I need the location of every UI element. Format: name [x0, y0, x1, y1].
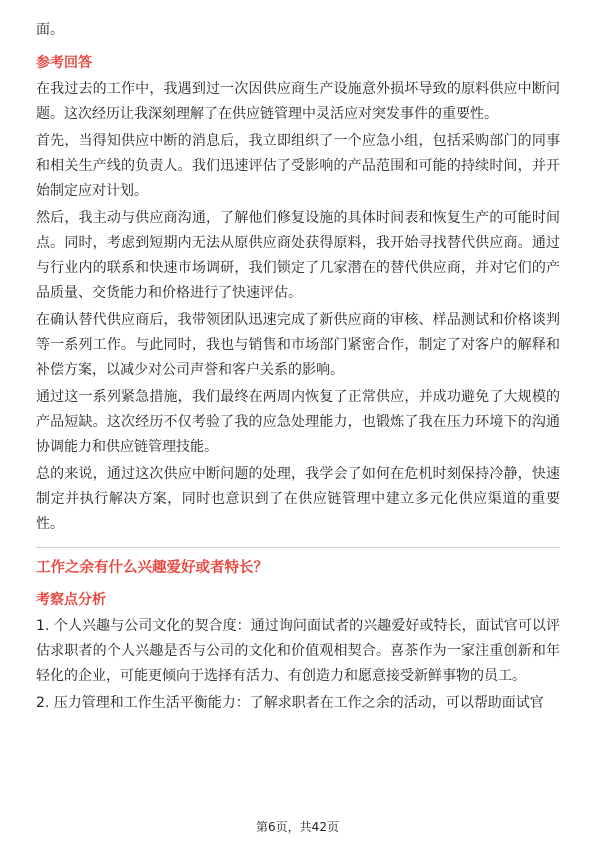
page-content — [36, 18, 560, 718]
answer-paragraph: 在确认替代供应商后，我带领团队迅速完成了新供应商的审核、样品测试和价格谈判等一系列工作。与此同时，我也与销售和市场部门紧密合作，制定了对客户的解释和补偿方案，以减少对公司声誉和客户关系的影响。 — [36, 312, 560, 378]
analysis-paragraph: 1. 个人兴趣与公司文化的契合度：通过询问面试者的兴趣爱好或特长，面试官可以评估求职者的个人兴趣是否与公司的文化和价值观相契合。喜茶作为一家注重创新和年轻化的企业，可能更倾向于选择有活力、有创造力和愿意接受新鲜事物的员工。 — [36, 618, 560, 684]
analysis-paragraph: 2. 压力管理和工作生活平衡能力：了解求职者在工作之余的活动，可以帮助面试官 — [36, 695, 544, 711]
answer-paragraph: 首先，当得知供应中断的消息后，我立即组织了一个应急小组，包括采购部门的同事和相关生产线的负责人。我们迅速评估了受影响的产品范围和可能的持续时间，并开始制定应对计划。 — [36, 133, 560, 199]
section-divider — [36, 547, 560, 548]
answer-heading: 参考回答 — [36, 55, 92, 71]
answer-paragraph: 通过这一系列紧急措施，我们最终在两周内恢复了正常供应，并成功避免了大规模的产品短缺。这次经历不仅考验了我的应急处理能力，也锻炼了我在压力环境下的沟通协调能力和供应链管理技能。 — [36, 389, 560, 455]
answer-paragraph: 总的来说，通过这次供应中断问题的处理，我学会了如何在危机时刻保持冷静，快速制定并执行解决方案，同时也意识到了在供应链管理中建立多元化供应渠道的重要性。 — [36, 466, 560, 532]
top-fragment-text: 面。 — [36, 22, 64, 38]
answer-paragraph: 然后，我主动与供应商沟通，了解他们修复设施的具体时间表和恢复生产的可能时间点。同时，考虑到短期内无法从原供应商处获得原料，我开始寻找替代供应商。通过与行业内的联系和快速市场调研，我们锁定了几家潜在的替代供应商，并对它们的产品质量、交货能力和价格进行了快速评估。 — [36, 210, 560, 301]
analysis-heading: 考察点分析 — [36, 592, 106, 608]
answer-paragraph: 在我过去的工作中，我遇到过一次因供应商生产设施意外损坏导致的原料供应中断问题。这次经历让我深刻理解了在供应链管理中灵活应对突发事件的重要性。 — [36, 81, 560, 122]
question-heading: 工作之余有什么兴趣爱好或者特长？ — [36, 560, 268, 576]
page-number-footer: 第6页，共42页 — [256, 820, 339, 834]
